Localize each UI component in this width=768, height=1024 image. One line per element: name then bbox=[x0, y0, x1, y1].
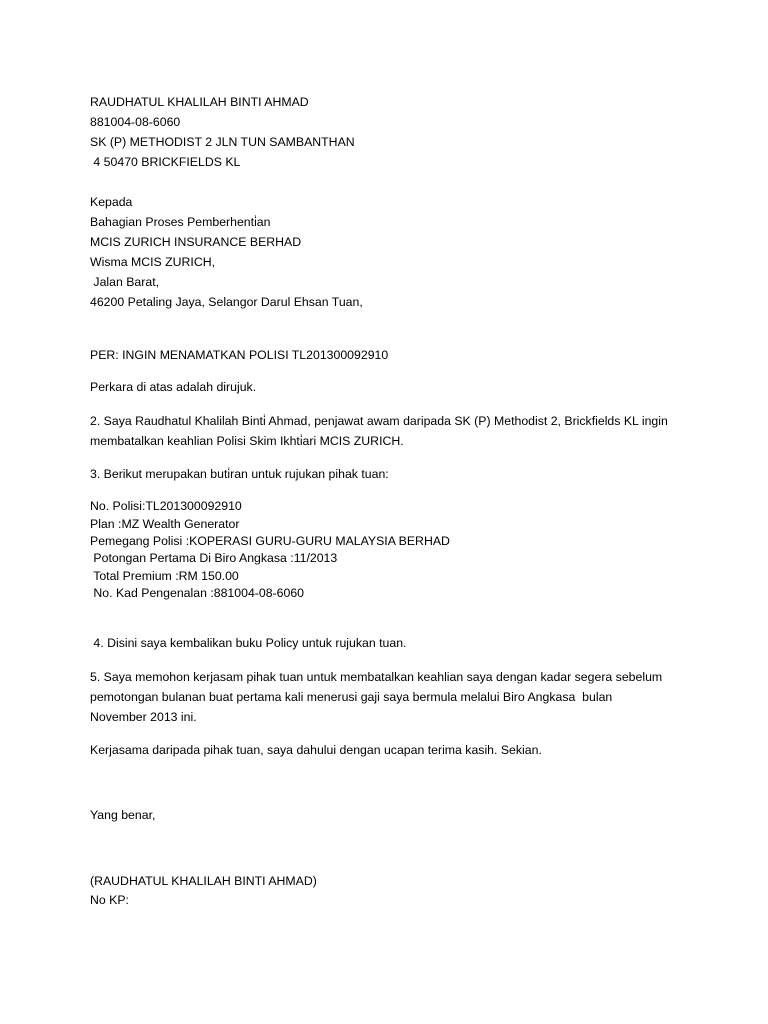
sign-off: Yang benar, bbox=[90, 808, 156, 822]
paragraph-3: 3. Berikut merupakan buti̇ran untuk rujukan pihak tuan: bbox=[90, 467, 389, 481]
detail-total-premium: Total Premium :RM 150.00 bbox=[90, 569, 239, 583]
paragraph-5-line-3: November 2013 ini. bbox=[90, 710, 197, 724]
recipient-department: Bahagian Proses Pemberhenti̇an bbox=[90, 215, 271, 229]
recipient-company: MCIS ZURICH INSURANCE BERHAD bbox=[90, 235, 302, 249]
paragraph-4: 4. Disini saya kembalikan buku Policy untuk rujukan tuan. bbox=[90, 636, 407, 650]
detail-policy-no: No. Polisi:TL201300092910 bbox=[90, 499, 242, 513]
recipient-street: Jalan Barat, bbox=[90, 275, 160, 289]
sender-name: RAUDHATUL KHALILAH BINTI AHMAD bbox=[90, 95, 309, 109]
signature-ic-label: No KP: bbox=[90, 893, 129, 907]
detail-ic-no: No. Kad Pengenalan :881004-08-6060 bbox=[90, 586, 305, 600]
paragraph-5-line-2: pemotongan bulanan buat pertama kali menerusi gaji saya bermula melalui Biro Angkasa bulan bbox=[90, 690, 613, 704]
letter-subject: PER: INGIN MENAMATKAN POLISI TL201300092910 bbox=[90, 348, 389, 362]
sender-address-1: SK (P) METHODIST 2 JLN TUN SAMBANTHAN bbox=[90, 135, 355, 149]
recipient-salutation: Kepada bbox=[90, 195, 133, 209]
detail-first-deduction: Potongan Pertama Di Biro Angkasa :11/2013 bbox=[90, 551, 338, 565]
recipient-city: 46200 Petaling Jaya, Selangor Darul Ehsan Tuan, bbox=[90, 295, 363, 309]
detail-holder: Pemegang Polisi :KOPERASI GURU-GURU MALAYSIA BERHAD bbox=[90, 534, 450, 548]
sender-ic: 881004-08-6060 bbox=[90, 115, 181, 129]
recipient-building: Wisma MCIS ZURICH, bbox=[90, 255, 216, 269]
signature-name: (RAUDHATUL KHALILAH BINTI AHMAD) bbox=[90, 874, 317, 888]
closing-paragraph: Kerjasama daripada pihak tuan, saya dahului dengan ucapan terima kasih. Sekian. bbox=[90, 743, 542, 757]
detail-plan: Plan :MZ Wealth Generator bbox=[90, 517, 240, 531]
paragraph-5-line-1: 5. Saya memohon kerjasam pihak tuan untuk membatalkan keahlian saya dengan kadar segera sebelum bbox=[90, 670, 663, 684]
paragraph-2-line-2: membatalkan keahlian Polisi Skim Ikhti̇ari MCIS ZURICH. bbox=[90, 434, 404, 448]
sender-address-2: 4 50470 BRICKFIELDS KL bbox=[90, 155, 241, 169]
intro-paragraph: Perkara di atas adalah dirujuk. bbox=[90, 380, 257, 394]
paragraph-2-line-1: 2. Saya Raudhatul Khalilah Binti̇ Ahmad, penjawat awam daripada SK (P) Methodist 2, Brickfields KL ingin bbox=[90, 414, 668, 428]
